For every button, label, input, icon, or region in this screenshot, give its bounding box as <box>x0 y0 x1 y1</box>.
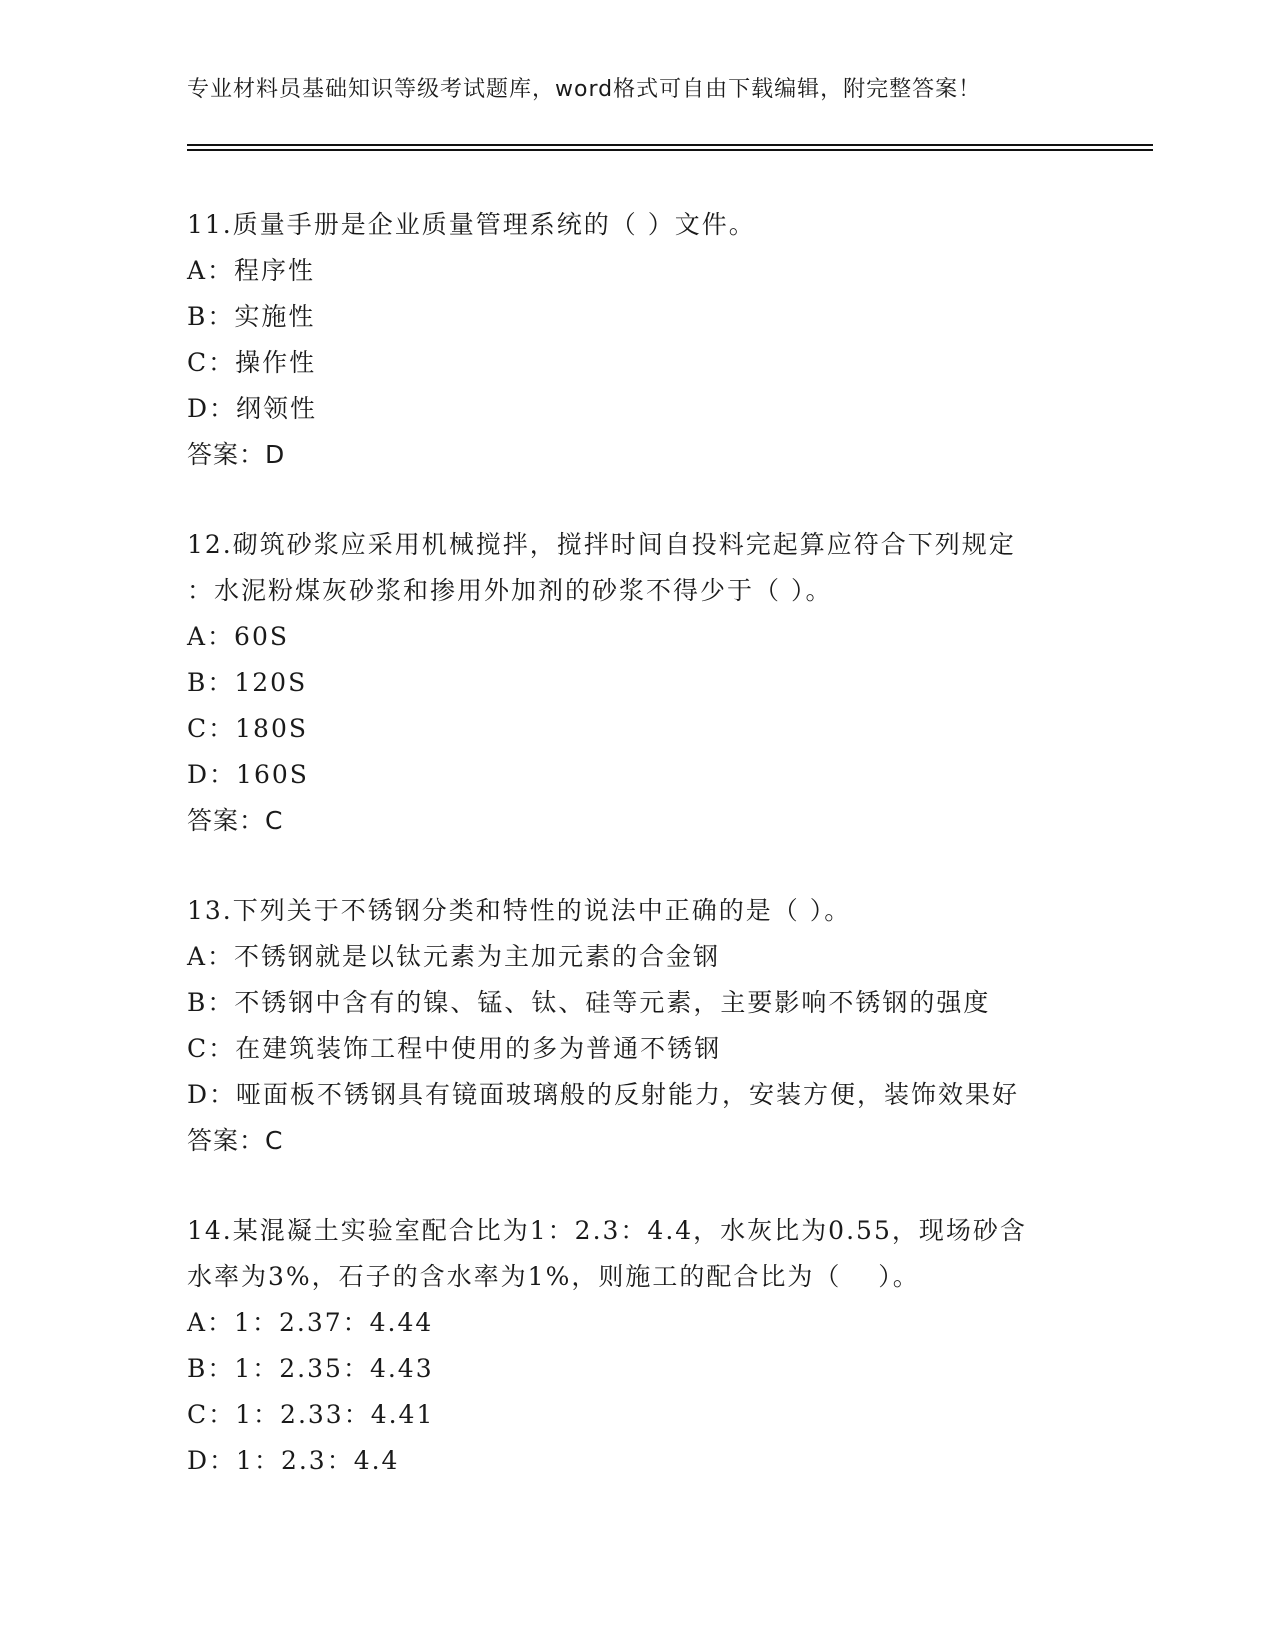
option-a: A：程序性 <box>187 256 316 285</box>
option-c: C：在建筑装饰工程中使用的多为普通不锈钢 <box>187 1034 722 1063</box>
option-b: B：1：2.35：4.43 <box>187 1354 434 1383</box>
option-d: D：哑面板不锈钢具有镜面玻璃般的反射能力，安装方便，装饰效果好 <box>187 1080 1020 1109</box>
answer-line: 答案：D <box>187 440 286 469</box>
page-header: 专业材料员基础知识等级考试题库，word格式可自由下载编辑，附完整答案！ <box>187 77 982 102</box>
question-stem: 14.某混凝土实验室配合比为1：2.3：4.4，水灰比为0.55，现场砂含 <box>187 1216 1027 1245</box>
option-b: B：实施性 <box>187 302 316 331</box>
option-b: B：120S <box>187 668 308 697</box>
question-14 <box>187 1208 1087 1484</box>
option-c: C：操作性 <box>187 348 317 377</box>
option-a: A：1：2.37：4.44 <box>187 1308 434 1337</box>
question-stem: 12.砌筑砂浆应采用机械搅拌，搅拌时间自投料完起算应符合下列规定 <box>187 530 1016 559</box>
option-a: A：60S <box>187 622 289 651</box>
option-d: D：纲领性 <box>187 394 318 423</box>
question-13 <box>187 888 1087 1164</box>
question-stem-continued: 水率为3%，石子的含水率为1%，则施工的配合比为（ ）。 <box>187 1262 920 1291</box>
header-divider <box>187 144 1153 146</box>
option-c: C：180S <box>187 714 308 743</box>
answer-line: 答案：C <box>187 806 284 835</box>
option-d: D：1：2.3：4.4 <box>187 1446 400 1475</box>
answer-line: 答案：C <box>187 1126 284 1155</box>
question-stem: 13.下列关于不锈钢分类和特性的说法中正确的是（ ）。 <box>187 896 852 925</box>
question-stem-continued: ：水泥粉煤灰砂浆和掺用外加剂的砂浆不得少于（ ）。 <box>187 576 833 605</box>
option-b: B：不锈钢中含有的镍、锰、钛、硅等元素，主要影响不锈钢的强度 <box>187 988 991 1017</box>
header-divider-second <box>187 149 1153 151</box>
question-12 <box>187 522 1087 844</box>
question-stem: 11.质量手册是企业质量管理系统的（ ）文件。 <box>187 210 756 239</box>
option-a: A：不锈钢就是以钛元素为主加元素的合金钢 <box>187 942 721 971</box>
option-c: C：1：2.33：4.41 <box>187 1400 435 1429</box>
question-11 <box>187 202 1087 478</box>
option-d: D：160S <box>187 760 309 789</box>
